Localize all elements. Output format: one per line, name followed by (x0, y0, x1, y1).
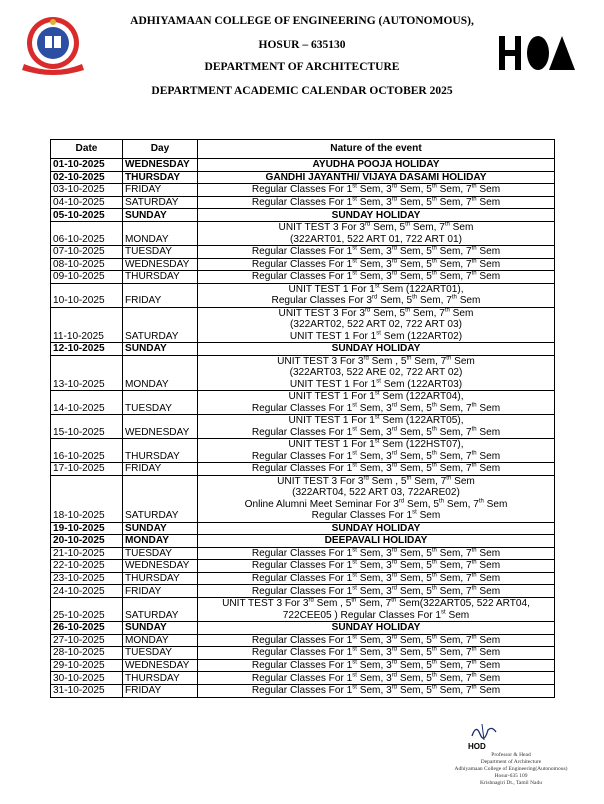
table-row (51, 355, 555, 390)
stamp-line: Krishnagiri Dt., Tamil Nadu (480, 780, 542, 786)
event-cell (198, 560, 555, 573)
event-cell (198, 622, 555, 635)
table-row (51, 391, 555, 415)
table-row (51, 475, 555, 522)
event-cell (198, 634, 555, 647)
event-line: (322ART02, 522 ART 02, 722 ART 03) (290, 319, 462, 331)
hoa-logo (497, 33, 577, 73)
day-cell: MONDAY (123, 634, 198, 647)
event-cell (198, 343, 555, 356)
date-cell: 13-10-2025 (51, 355, 123, 390)
day-cell: WEDNESDAY (123, 659, 198, 672)
table-row (51, 184, 555, 197)
event-cell (198, 415, 555, 439)
stamp-line: Professor & Head (491, 752, 531, 758)
date-cell: 31-10-2025 (51, 685, 123, 698)
date-cell: 01-10-2025 (51, 159, 123, 172)
day-cell: WEDNESDAY (123, 258, 198, 271)
date-cell: 23-10-2025 (51, 572, 123, 585)
event-line: Regular Classes For 1st Sem (311, 509, 441, 522)
day-cell: WEDNESDAY (123, 159, 198, 172)
event-cell (198, 159, 555, 172)
stamp-line: Department of Architecture (480, 759, 542, 765)
table-row (51, 572, 555, 585)
event-line: Regular Classes For 1st Sem, 3rd Sem, 5th Sem, 7th Sem (251, 634, 501, 646)
event-line: UNIT TEST 3 For 3rd Sem , 5th Sem, 7th Sem (277, 355, 475, 367)
event-line: Regular Classes For 1st Sem, 3rd Sem, 5th Sem, 7th Sem (251, 184, 501, 196)
event-line: (322ART03, 522 ARE 02, 722 ART 02) (289, 367, 463, 379)
date-column-header: Date (51, 140, 123, 159)
stamp-line: Hosur-635 109 (494, 773, 528, 779)
event-line: SUNDAY HOLIDAY (331, 622, 421, 634)
day-cell: FRIDAY (123, 585, 198, 598)
event-line: 722CEE05 ) Regular Classes For 1st Sem (282, 609, 470, 621)
table-header-row (51, 140, 555, 159)
day-cell: THURSDAY (123, 572, 198, 585)
college-name: ADHIYAMAAN COLLEGE OF ENGINEERING (AUTONOMOUS), (130, 15, 474, 27)
event-cell (198, 283, 555, 307)
event-cell (198, 391, 555, 415)
date-cell: 26-10-2025 (51, 622, 123, 635)
table-row (51, 585, 555, 598)
calendar-body (51, 159, 555, 698)
date-cell: 02-10-2025 (51, 171, 123, 184)
event-line: SUNDAY HOLIDAY (331, 522, 421, 534)
signature (470, 720, 498, 742)
day-cell: TUESDAY (123, 647, 198, 660)
calendar-table (50, 139, 555, 698)
date-cell: 20-10-2025 (51, 535, 123, 548)
table-row (51, 522, 555, 535)
table-row (51, 159, 555, 172)
day-cell: FRIDAY (123, 463, 198, 476)
day-cell: MONDAY (123, 355, 198, 390)
event-line: (322ART01, 522 ART 01, 722 ART 01) (290, 233, 462, 245)
event-cell (198, 258, 555, 271)
table-row (51, 598, 555, 622)
day-cell: SUNDAY (123, 343, 198, 356)
day-cell: FRIDAY (123, 283, 198, 307)
event-line: Online Alumni Meet Seminar For 3rd Sem, 5th Sem, 7th Sem (244, 498, 508, 510)
table-row (51, 685, 555, 698)
date-cell: 11-10-2025 (51, 307, 123, 342)
event-line: Regular Classes For 1st Sem, 3rd Sem, 5th Sem, 7th Sem (251, 450, 501, 462)
event-line: Regular Classes For 1st Sem, 3rd Sem, 5th Sem, 7th Sem (251, 672, 501, 684)
date-cell: 25-10-2025 (51, 598, 123, 622)
event-cell (198, 585, 555, 598)
table-row (51, 415, 555, 439)
table-row (51, 209, 555, 222)
event-cell (198, 522, 555, 535)
day-cell: TUESDAY (123, 547, 198, 560)
date-cell: 05-10-2025 (51, 209, 123, 222)
event-line: UNIT TEST 3 For 3rd Sem, 5th Sem, 7th Sem (278, 307, 474, 319)
table-row (51, 221, 555, 245)
event-cell (198, 463, 555, 476)
table-row (51, 271, 555, 284)
event-cell (198, 209, 555, 222)
day-cell: TUESDAY (123, 391, 198, 415)
date-cell: 09-10-2025 (51, 271, 123, 284)
event-cell (198, 647, 555, 660)
day-cell: SATURDAY (123, 598, 198, 622)
date-cell: 27-10-2025 (51, 634, 123, 647)
event-cell (198, 171, 555, 184)
college-logo (16, 14, 90, 78)
table-row (51, 672, 555, 685)
date-cell: 07-10-2025 (51, 245, 123, 258)
department-name: DEPARTMENT OF ARCHITECTURE (204, 61, 400, 73)
day-cell: THURSDAY (123, 271, 198, 284)
date-cell: 04-10-2025 (51, 196, 123, 209)
event-cell (198, 659, 555, 672)
day-cell: SUNDAY (123, 209, 198, 222)
event-cell (198, 572, 555, 585)
event-line: Regular Classes For 1st Sem, 3rd Sem, 5th Sem, 7th Sem (251, 647, 501, 659)
event-line: UNIT TEST 1 For 1st Sem (122ART03) (289, 378, 463, 390)
date-cell: 15-10-2025 (51, 415, 123, 439)
event-line: UNIT TEST 1 For 1st Sem (122ART05), (288, 414, 464, 427)
table-row (51, 258, 555, 271)
event-cell (198, 439, 555, 463)
event-line: Regular Classes For 1st Sem, 3rd Sem, 5th Sem, 7th Sem (251, 560, 501, 572)
table-row (51, 463, 555, 476)
event-line: Regular Classes For 1st Sem, 3rd Sem, 5th Sem, 7th Sem (251, 585, 501, 597)
table-row (51, 634, 555, 647)
event-line: UNIT TEST 3 For 3rd Sem , 5th Sem, 7th Sem (277, 475, 475, 487)
day-cell: SATURDAY (123, 307, 198, 342)
hod-label: HOD (468, 742, 486, 751)
event-line: Regular Classes For 1st Sem, 3rd Sem, 5th Sem, 7th Sem (251, 245, 501, 258)
event-line: Regular Classes For 1st Sem, 3rd Sem, 5th Sem, 7th Sem (251, 426, 501, 438)
event-cell (198, 475, 555, 522)
table-row (51, 196, 555, 209)
event-line: UNIT TEST 1 For 1st Sem (122ART04), (288, 390, 464, 403)
event-line: AYUDHA POOJA HOLIDAY (312, 159, 440, 171)
event-line: Regular Classes For 1st Sem, 3rd Sem, 5th Sem, 7th Sem (251, 270, 501, 283)
event-cell (198, 221, 555, 245)
date-cell: 08-10-2025 (51, 258, 123, 271)
event-line: UNIT TEST 1 For 1st Sem (122HST07), (288, 438, 464, 451)
table-row (51, 560, 555, 573)
event-cell (198, 184, 555, 197)
event-line: GANDHI JAYANTHI/ VIJAYA DASAMI HOLIDAY (265, 171, 487, 183)
table-row (51, 647, 555, 660)
date-cell: 18-10-2025 (51, 475, 123, 522)
event-cell (198, 307, 555, 342)
table-row (51, 622, 555, 635)
day-cell: SUNDAY (123, 522, 198, 535)
event-line: Regular Classes For 1st Sem, 3rd Sem, 5th Sem, 7th Sem (251, 402, 501, 414)
event-column-header: Nature of the event (198, 140, 555, 159)
table-row (51, 283, 555, 307)
event-cell (198, 598, 555, 622)
event-line: Regular Classes For 1st Sem, 3rd Sem, 5th Sem, 7th Sem (251, 547, 501, 559)
table-row (51, 659, 555, 672)
day-cell: WEDNESDAY (123, 560, 198, 573)
date-cell: 03-10-2025 (51, 184, 123, 197)
event-cell (198, 535, 555, 548)
date-cell: 29-10-2025 (51, 659, 123, 672)
stamp-line: Adhiyamaan College of Engineering(Autonomous) (454, 766, 568, 772)
day-column-header: Day (123, 140, 198, 159)
date-cell: 12-10-2025 (51, 343, 123, 356)
hod-stamp (436, 752, 586, 787)
event-line: UNIT TEST 3 For 3rd Sem , 5th Sem, 7th Sem(322ART05, 522 ART04, (222, 597, 530, 610)
date-cell: 19-10-2025 (51, 522, 123, 535)
event-line: Regular Classes For 1st Sem, 3rd Sem, 5th Sem, 7th Sem (251, 196, 501, 208)
event-cell (198, 271, 555, 284)
day-cell: SATURDAY (123, 475, 198, 522)
event-line: Regular Classes For 1st Sem, 3rd Sem, 5th Sem, 7th Sem (251, 572, 501, 585)
event-cell (198, 355, 555, 390)
day-cell: MONDAY (123, 221, 198, 245)
date-cell: 06-10-2025 (51, 221, 123, 245)
table-row (51, 307, 555, 342)
day-cell: FRIDAY (123, 184, 198, 197)
event-cell (198, 685, 555, 698)
day-cell: SATURDAY (123, 196, 198, 209)
event-line: SUNDAY HOLIDAY (331, 209, 421, 221)
day-cell: FRIDAY (123, 685, 198, 698)
date-cell: 21-10-2025 (51, 547, 123, 560)
date-cell: 22-10-2025 (51, 560, 123, 573)
event-line: Regular Classes For 1st Sem, 3rd Sem, 5th Sem, 7th Sem (251, 258, 501, 270)
event-cell (198, 196, 555, 209)
table-row (51, 547, 555, 560)
day-cell: THURSDAY (123, 439, 198, 463)
date-cell: 10-10-2025 (51, 283, 123, 307)
date-cell: 24-10-2025 (51, 585, 123, 598)
table-row (51, 535, 555, 548)
calendar-title: DEPARTMENT ACADEMIC CALENDAR OCTOBER 2025 (151, 85, 453, 97)
event-line: Regular Classes For 3rd Sem, 5th Sem, 7th Sem (271, 294, 481, 307)
date-cell: 16-10-2025 (51, 439, 123, 463)
event-line: SUNDAY HOLIDAY (331, 343, 421, 355)
table-row (51, 343, 555, 356)
date-cell: 17-10-2025 (51, 463, 123, 476)
day-cell: SUNDAY (123, 622, 198, 635)
event-line: UNIT TEST 3 For 3rd Sem, 5th Sem, 7th Sem (278, 221, 474, 234)
day-cell: WEDNESDAY (123, 415, 198, 439)
date-cell: 28-10-2025 (51, 647, 123, 660)
event-cell (198, 547, 555, 560)
event-cell (198, 672, 555, 685)
day-cell: MONDAY (123, 535, 198, 548)
date-cell: 30-10-2025 (51, 672, 123, 685)
event-line: UNIT TEST 1 For 1st Sem (122ART01), (288, 283, 464, 295)
event-line: DEEPAVALI HOLIDAY (324, 535, 428, 547)
event-line: (322ART04, 522 ART 03, 722ARE02) (292, 487, 460, 499)
college-city: HOSUR – 635130 (258, 39, 346, 51)
event-line: Regular Classes For 1st Sem, 3rd Sem, 5th Sem, 7th Sem (251, 659, 501, 672)
event-line: UNIT TEST 1 For 1st Sem (122ART02) (289, 330, 463, 342)
event-line: Regular Classes For 1st Sem, 3rd Sem, 5th Sem, 7th Sem (251, 684, 501, 697)
table-row (51, 171, 555, 184)
event-line: Regular Classes For 1st Sem, 3rd Sem, 5th Sem, 7th Sem (251, 462, 501, 475)
event-cell (198, 245, 555, 258)
table-row (51, 439, 555, 463)
day-cell: TUESDAY (123, 245, 198, 258)
day-cell: THURSDAY (123, 171, 198, 184)
date-cell: 14-10-2025 (51, 391, 123, 415)
day-cell: THURSDAY (123, 672, 198, 685)
table-row (51, 245, 555, 258)
